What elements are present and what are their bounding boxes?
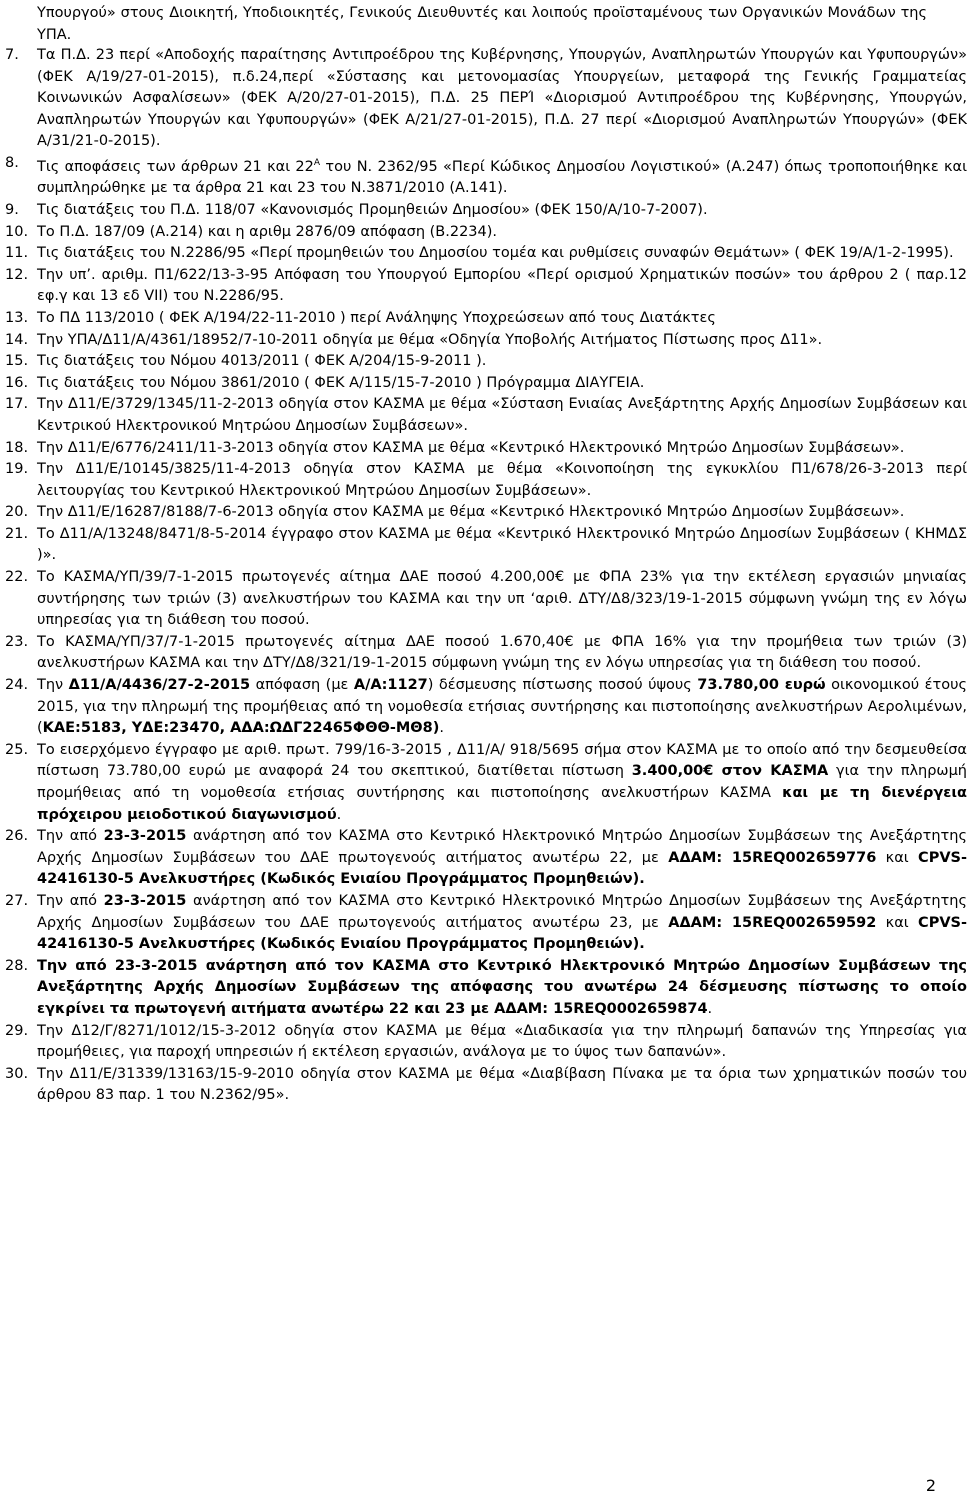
item-text: Το ΠΔ 113/2010 ( ΦΕΚ Α/194/22-11-2010 ) περί Ανάληψης Υποχρεώσεων από τους Διατάκτες: [37, 309, 716, 326]
item-text: Το ΚΑΣΜΑ/ΥΠ/39/7-1-2015 πρωτογενές αίτημα ΔΑΕ ποσού 4.200,00€ με ΦΠΑ 23% για την εκτέλεση εργασιών μηνιαίας συντήρησης των τριών (3) ανελκυστήρων του ΚΑΣΜΑ και την υπ ‘αριθ. ΔΤΥ/Δ8/323/19-1-2015 σύμφωνη γνώμη της εν λόγω υπηρεσίας για τη διάθεση του ποσού.: [37, 569, 967, 629]
list-item-15: [5, 351, 967, 373]
item-number: 12.: [5, 266, 29, 283]
list-item-16: [5, 373, 967, 395]
page-number: 2: [925, 1476, 936, 1495]
item-text: Την Δ11/Ε/10145/3825/11-4-2013 οδηγία στον ΚΑΣΜΑ με θέμα «Κοινοποίηση της εγκυκλίου Π1/678/26-3-2013 περί λειτουργίας του Κεντρικού Ηλεκτρονικού Μητρώου Δημοσίων Συμβάσεων».: [37, 461, 967, 499]
item-text: .: [439, 720, 444, 737]
item-number: 21.: [5, 525, 29, 542]
item-text: για την πληρωμή προμήθειας από τη νομοθεσία ετήσιας συντήρησης και πιστοποίησης ανελκυστήρων ΚΑΣΜΑ: [37, 763, 967, 802]
list-item-26: [5, 826, 967, 891]
item-number: 9.: [5, 201, 19, 218]
item-number: 28.: [5, 957, 29, 974]
item-text: και: [876, 914, 919, 931]
bold-text: 23-3-2015: [103, 828, 187, 845]
item-number: 23.: [5, 633, 29, 650]
item-number: 22.: [5, 569, 29, 586]
list-item-22: [5, 567, 967, 632]
list-item-10: [5, 222, 967, 244]
bold-text: και με τη διενέργεια πρόχειρου μειοδοτικού διαγωνισμού: [37, 785, 967, 823]
item-text: .: [336, 806, 342, 823]
item-number: 17.: [5, 396, 29, 413]
citation-list: [0, 45, 967, 1107]
list-item-20: [5, 502, 967, 524]
list-item-14: [5, 330, 967, 352]
item-text: Τις διατάξεις του Ν.2286/95 «Περί προμηθειών του Δημοσίου τομέα και ρυθμίσεις συναφών Θεμάτων» ( ΦΕΚ 19/Α/1-2-1995).: [37, 245, 954, 262]
list-item-29: [5, 1021, 967, 1064]
item-text: Την ΥΠΑ/Δ11/Α/4361/18952/7-10-2011 οδηγία με θέμα «Οδηγία Υποβολής Αιτήματος Πίστωσης προς Δ11».: [37, 331, 823, 348]
item-text: Το Δ11/Α/13248/8471/8-5-2014 έγγραφο στον ΚΑΣΜΑ με θέμα «Κεντρικό Ηλεκτρονικό Μητρώο Δημοσίων Συμβάσεων ( ΚΗΜΔΣ )».: [37, 525, 967, 564]
item-number: 14.: [5, 331, 29, 348]
list-item-24: [5, 675, 967, 740]
bold-text: 3.400,00€ στον ΚΑΣΜΑ: [631, 763, 829, 780]
bold-text: ΚΑΕ:5183, ΥΔΕ:23470, ΑΔΑ:ΩΔΓ22465ΦΘΘ-ΜΘ8): [42, 720, 440, 737]
item-number: 26.: [5, 828, 29, 845]
list-item-8: [5, 153, 967, 200]
superscript: Α: [313, 157, 321, 168]
bold-text: ΑΔΑΜ: 15REQ002659776: [668, 849, 877, 866]
item-number: 19.: [5, 461, 29, 478]
item-text: Την από: [37, 892, 104, 909]
item-text: Τα Π.Δ. 23 περί «Αποδοχής παραίτησης Αντιπροέδρου της Κυβέρνησης, Υπουργών, Αναπληρωτών Υπουργών και Υφυπουργών» (ΦΕΚ Α/19/27-01-2015), π.δ.24,περί «Σύστασης και μετονομασίας Υπουργείων, μεταφορά της Γενικής Γραμματείας Κοινωνικών Ασφαλίσεων» (ΦΕΚ Α/20/27-01-2015), Π.Δ. 25 ΠΕΡΊ «Διορισμού Αντιπροέδρου της Κυβέρνησης, Υπουργών, Αναπληρωτών Υπουργών και Υφυπουργών» (ΦΕΚ Α/21/27-01-2015), Π.Δ. 27 περί «Διορισμού Αναπληρωτών Υπουργών» (ΦΕΚ Α/31/21-0-2015).: [37, 47, 967, 150]
item-number: 11.: [5, 245, 29, 262]
list-item-19: [5, 459, 967, 502]
intro-paragraph: Υπουργού» στους Διοικητή, Υποδιοικητές, Γενικούς Διευθυντές και λοιπούς προϊσταμένους των Οργανικών Μονάδων της ΥΠΑ.: [37, 5, 927, 43]
item-text: ) δέσμευσης πίστωσης ποσού ύψους: [427, 677, 698, 694]
list-item-13: [5, 308, 967, 330]
list-item-9: [5, 200, 967, 222]
item-number: 30.: [5, 1065, 29, 1082]
bold-text: Δ11/Α/4436/27-2-2015: [68, 677, 251, 694]
item-number: 20.: [5, 504, 29, 521]
item-text: Την Δ11/Ε/3729/1345/11-2-2013 οδηγία στον ΚΑΣΜΑ με θέμα «Σύσταση Ενιαίας Ανεξάρτητης Αρχής Δημοσίων Συμβάσεων και Κεντρικού Ηλεκτρονικού Μητρώου Δημοσίων Συμβάσεων».: [37, 396, 967, 434]
item-text: Το ΚΑΣΜΑ/ΥΠ/37/7-1-2015 πρωτογενές αίτημα ΔΑΕ ποσού 1.670,40€ με ΦΠΑ 16% για την προμήθεια των τριών (3) ανελκυστήρων ΚΑΣΜΑ και την ΔΤΥ/Δ8/321/19-1-2015 σύμφωνη γνώμη της εν λόγω υπηρεσίας για τη διάθεση του ποσού.: [37, 633, 967, 672]
item-text: ανάρτηση από τον ΚΑΣΜΑ στο Κεντρικό Ηλεκτρονικό Μητρώο Δημοσίων Συμβάσεων της Ανεξάρτητης Αρχής Δημοσίων Συμβάσεων του ΔΑΕ πρωτογενούς αιτήματος ανωτέρω 23, με: [37, 892, 967, 931]
item-number: 7.: [5, 47, 19, 63]
list-item-25: [5, 740, 967, 826]
item-text: Την Δ11/Ε/16287/8188/7-6-2013 οδηγία στον ΚΑΣΜΑ με θέμα «Κεντρικό Ηλεκτρονικό Μητρώο Δημοσίων Συμβάσεων».: [37, 504, 905, 521]
item-number: 13.: [5, 309, 29, 326]
item-text: ανάρτηση από τον ΚΑΣΜΑ στο Κεντρικό Ηλεκτρονικό Μητρώο Δημοσίων Συμβάσεων της Ανεξάρτητης Αρχής Δημοσίων Συμβάσεων του ΔΑΕ πρωτογενούς αιτήματος ανωτέρω 22, με: [37, 828, 967, 866]
list-item-11: [5, 243, 967, 265]
bold-text: CPVS-42416130-5 Ανελκυστήρες (Κωδικός Ενιαίου Προγράμματος Προμηθειών).: [37, 849, 967, 888]
item-text: οικονομικού έτους 2015, για την πληρωμή της προμήθειας από τη νομοθεσία ετήσιας συντήρησης και πιστοποίησης ανελκυστήρων Αερολιμένων,(: [37, 677, 967, 737]
item-number: 25.: [5, 741, 29, 758]
list-item-7: [5, 45, 967, 153]
list-item-23: [5, 632, 967, 675]
item-text: Τις διατάξεις του Νόμου 3861/2010 ( ΦΕΚ Α/115/15-7-2010 ) Πρόγραμμα ΔΙΑΥΓΕΙΑ.: [37, 374, 645, 391]
item-number: 27.: [5, 892, 29, 909]
item-number: 10.: [5, 223, 29, 240]
item-text: Την Δ12/Γ/8271/1012/15-3-2012 οδηγία στον ΚΑΣΜΑ με θέμα «Διαδικασία για την πληρωμή δαπανών της Υπηρεσίας για προμήθειες, για παροχή υπηρεσιών ή εκτέλεση εργασιών, ανάλογα με το ύψος των δαπανών».: [37, 1022, 967, 1061]
item-text: .: [707, 1000, 713, 1017]
bold-text: 73.780,00 ευρώ: [697, 677, 826, 694]
list-item-17: [5, 394, 967, 437]
item-number: 15.: [5, 353, 29, 370]
item-number: 18.: [5, 439, 29, 456]
item-text: Το εισερχόμενο έγγραφο με αριθ. πρωτ. 799/16-3-2015 , Δ11/Α/ 918/5695 σήμα στον ΚΑΣΜΑ με το οποίο από την δεσμευθείσα πίστωση 73.780,00 ευρώ με αναφορά 24 του σκεπτικού, διατίθεται πίστωση: [37, 741, 967, 780]
bold-text: Α/Α:1127: [353, 677, 428, 694]
bold-text: Την από 23-3-2015 ανάρτηση από τον ΚΑΣΜΑ στο Κεντρικό Ηλεκτρονικό Μητρώο Δημοσίων Συμβάσεων της Ανεξάρτητης Αρχής Δημοσίων Συμβάσεων της απόφασης του ανωτέρω 24 δέσμευσης πίστωσης το οποίο εγκρίνει τα πρωτογενή αιτήματα ανωτέρω 22 και 23 με ΑΔΑΜ: 15REQ0002659874: [37, 957, 967, 1017]
item-text: Την Δ11/Ε/31339/13163/15-9-2010 οδηγία στον ΚΑΣΜΑ με θέμα «Διαβίβαση Πίνακα με τα όρια των χρηματικών ποσών του άρθρου 83 παρ. 1 του Ν.2362/95».: [37, 1065, 967, 1104]
item-text: Τις αποφάσεις των άρθρων 21 και 22: [37, 158, 314, 175]
item-text: Την Δ11/Ε/6776/2411/11-3-2013 οδηγία στον ΚΑΣΜΑ με θέμα «Κεντρικό Ηλεκτρονικό Μητρώο Δημοσίων Συμβάσεων».: [37, 439, 905, 456]
bold-text: 23-3-2015: [103, 892, 187, 909]
item-text: του Ν. 2362/95 «Περί Κώδικος Δημοσίου Λογιστικού» (Α.247) όπως τροποποιήθηκε και συμπληρώθηκε με τα άρθρα 21 και 23 του Ν.3871/2010 (Α.141).: [37, 158, 967, 197]
item-number: 8.: [5, 154, 19, 171]
bold-text: ΑΔΑΜ: 15REQ002659592: [668, 914, 877, 931]
item-text: και: [876, 849, 919, 866]
item-text: Τις διατάξεις του Νόμου 4013/2011 ( ΦΕΚ Α/204/15-9-2011 ).: [37, 353, 487, 370]
list-item-30: [5, 1064, 967, 1107]
item-text: Τις διατάξεις του Π.Δ. 118/07 «Κανονισμός Προμηθειών Δημοσίου» (ΦΕΚ 150/Α/10-7-2007).: [37, 201, 708, 218]
item-number: 24.: [5, 677, 29, 694]
item-text: απόφαση (με: [250, 677, 354, 694]
list-item-28: [5, 956, 967, 1021]
item-number: 29.: [5, 1022, 29, 1039]
item-number: 16.: [5, 374, 29, 391]
item-text: Το Π.Δ. 187/09 (Α.214) και η αριθμ 2876/09 απόφαση (Β.2234).: [37, 223, 498, 240]
item-text: Την από: [37, 828, 104, 845]
list-item-27: [5, 891, 967, 956]
list-item-18: [5, 438, 967, 460]
list-item-12: [5, 265, 967, 308]
item-text: Την: [37, 677, 69, 694]
list-item-21: [5, 524, 967, 567]
bold-text: CPVS-42416130-5 Ανελκυστήρες (Κωδικός Ενιαίου Προγράμματος Προμηθειών).: [37, 914, 967, 953]
item-text: Την υπ’. αριθμ. Π1/622/13-3-95 Απόφαση του Υπουργού Εμπορίου «Περί ορισμού Χρηματικών ποσών» του άρθρου 2 ( παρ.12 εφ.γ και 13 εδ VII) του Ν.2286/95.: [37, 266, 967, 305]
